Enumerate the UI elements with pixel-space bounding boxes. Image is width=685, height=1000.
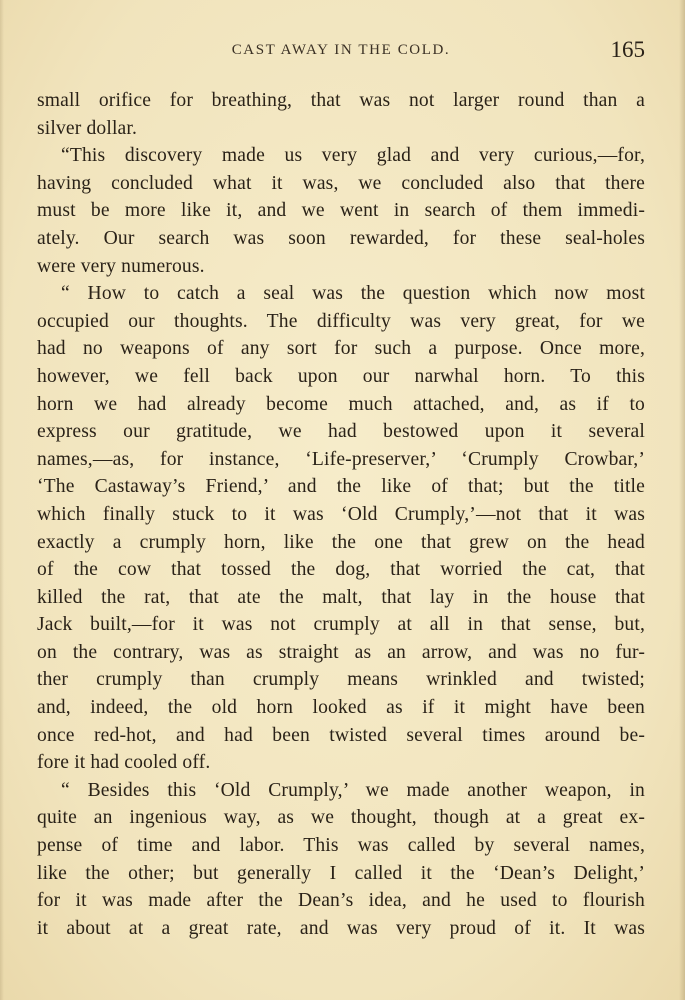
text-line: for it was made after the Dean’s idea, and he used to flourish: [37, 890, 645, 912]
text-line: which finally stuck to it was ‘Old Crumply,’—not that it was: [37, 503, 645, 525]
text-line: ‘The Castaway’s Friend,’ and the like of that; but the title: [37, 476, 645, 498]
text-line: quite an ingenious way, as we thought, though at a great ex-: [37, 807, 645, 829]
text-line: Jack built,—for it was not crumply at all in that sense, but,: [37, 614, 645, 636]
text-line: silver dollar.: [37, 117, 138, 139]
text-line: of the cow that tossed the dog, that worried the cat, that: [37, 559, 645, 581]
text-line: “ How to catch a seal was the question which now most: [61, 283, 645, 305]
text-line: however, we fell back upon our narwhal horn. To this: [37, 365, 645, 387]
text-line: it about at a great rate, and was very proud of it. It was: [37, 917, 645, 939]
text-line: once red-hot, and had been twisted several times around be-: [37, 724, 645, 746]
page-gutter-shadow: [0, 0, 4, 1000]
text-line: express our gratitude, we had bestowed upon it several: [37, 421, 645, 443]
page-header: [37, 37, 645, 64]
page-number: 165: [610, 37, 645, 62]
text-line: must be more like it, and we went in search of them immedi-: [37, 200, 645, 222]
text-line: and, indeed, the old horn looked as if it might have been: [37, 697, 645, 719]
text-line: ther crumply than crumply means wrinkled and twisted;: [37, 669, 645, 691]
text-line: like the other; but generally I called it the ‘Dean’s Delight,’: [37, 862, 645, 884]
running-head: CAST AWAY IN THE COLD.: [231, 42, 451, 58]
text-line: small orifice for breathing, that was not larger round than a: [37, 90, 645, 111]
text-line: “This discovery made us very glad and very curious,—for,: [61, 145, 645, 167]
text-line: names,—as, for instance, ‘Life-preserver,’ ‘Crumply Crowbar,’: [37, 448, 645, 470]
text-line: on the contrary, was as straight as an arrow, and was no fur-: [37, 641, 645, 663]
text-line: killed the rat, that ate the malt, that lay in the house that: [37, 586, 645, 608]
text-line: “ Besides this ‘Old Crumply,’ we made another weapon, in: [61, 779, 645, 801]
text-line: fore it had cooled off.: [37, 752, 211, 774]
page-edge-shadow: [679, 0, 685, 1000]
text-line: had no weapons of any sort for such a purpose. Once more,: [37, 338, 645, 360]
text-line: having concluded what it was, we concluded also that there: [37, 172, 645, 194]
text-line: pense of time and labor. This was called by several names,: [37, 835, 645, 857]
text-line: were very numerous.: [37, 255, 205, 277]
text-line: occupied our thoughts. The difficulty was very great, for we: [37, 310, 645, 332]
text-line: horn we had already become much attached, and, as if to: [37, 393, 645, 415]
text-line: ately. Our search was soon rewarded, for these seal-holes: [37, 227, 645, 249]
text-line: exactly a crumply horn, like the one that grew on the head: [37, 531, 645, 553]
body-text: [37, 87, 645, 942]
